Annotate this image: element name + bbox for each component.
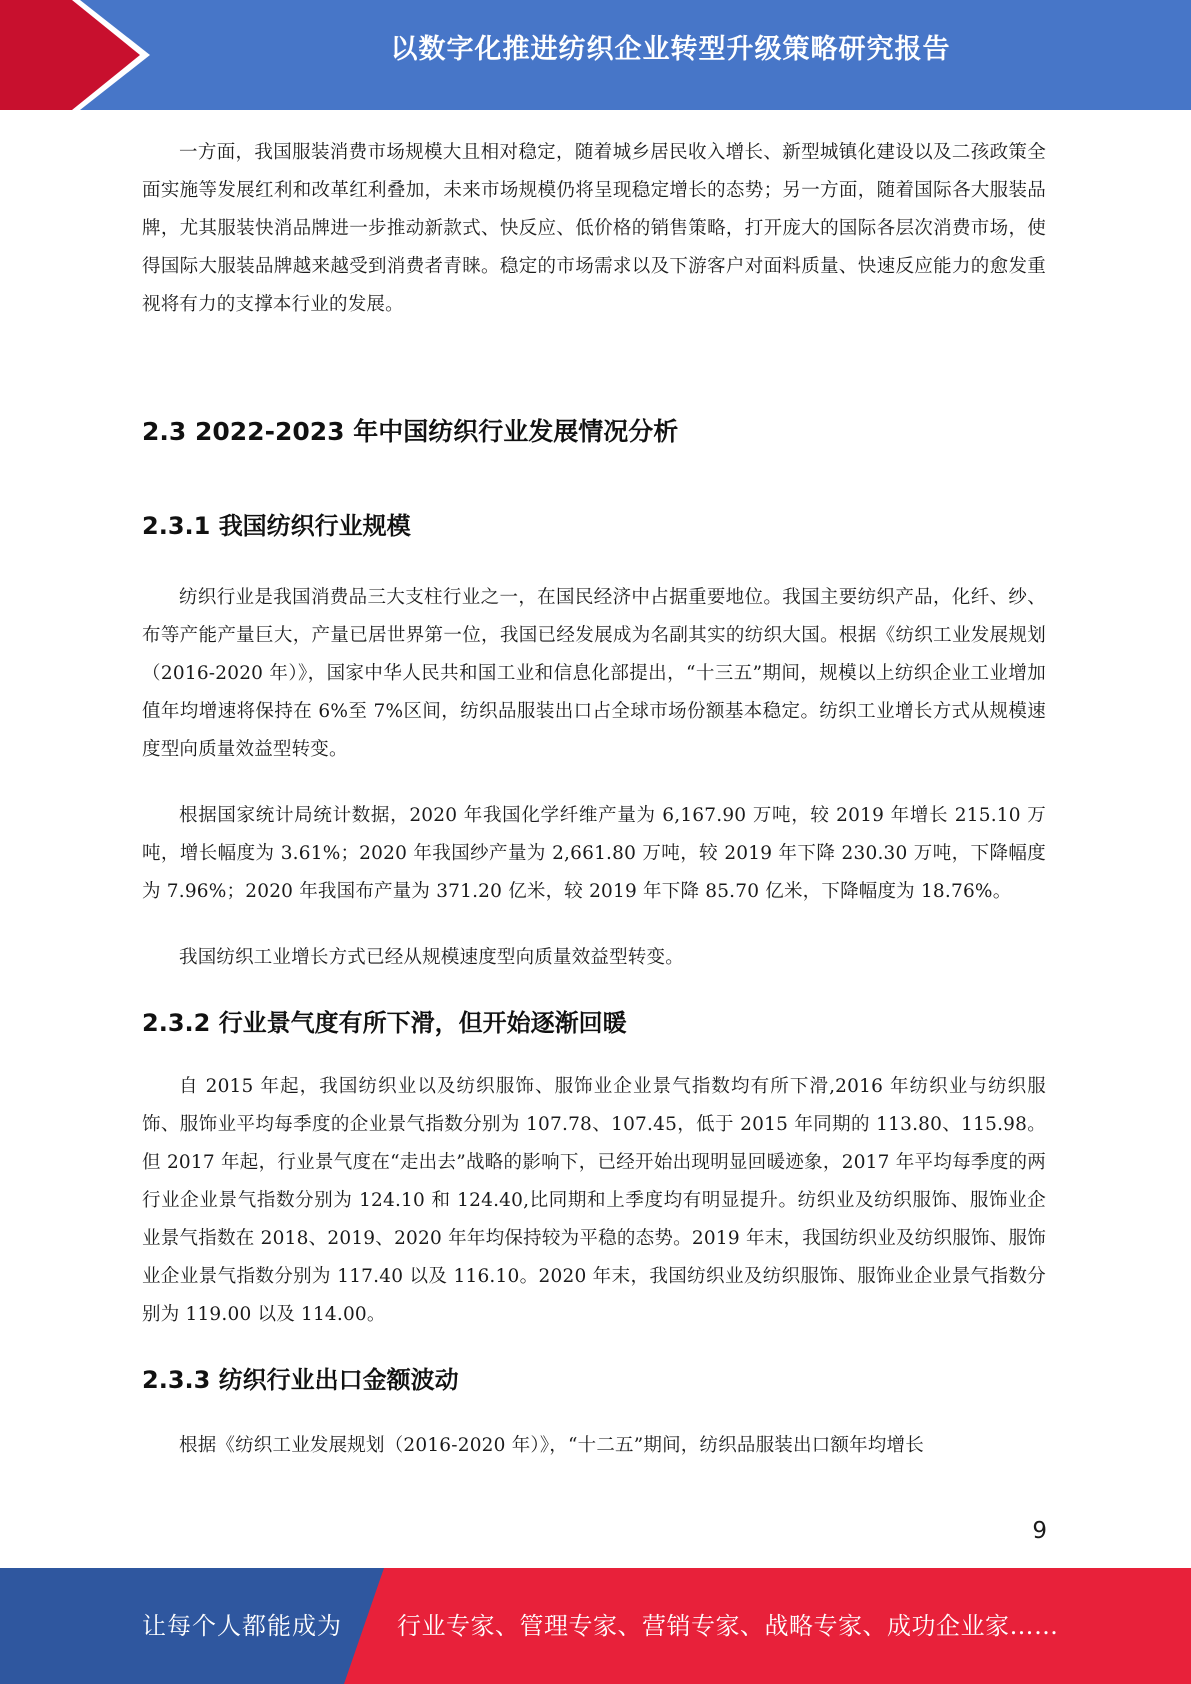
section-2-3-1-heading: 2.3.1 我国纺织行业规模 — [142, 512, 411, 540]
intro-paragraph: 一方面，我国服装消费市场规模大且相对稳定，随着城乡居民收入增长、新型城镇化建设以及二孩政策全面实施等发展红利和改革红利叠加，未来市场规模仍将呈现稳定增长的态势；另一方面，随着国际各大服装品牌，尤其服装快消品牌进一步推动新款式、快反应、低价格的销售策略，打开庞大的国际各层次消费市场，使得国际大服装品牌越来越受到消费者青睐。稳定的市场需求以及下游客户对面料质量、快速反应能力的愈发重视将有力的支撑本行业的发展。 — [142, 142, 1046, 315]
section-2-3-2-paragraph: 自 2015 年起，我国纺织业以及纺织服饰、服饰业企业景气指数均有所下滑,2016 年纺织业与纺织服饰、服饰业平均每季度的企业景气指数分别为 107.78、107.45，低于 2015 年同期的 113.80、115.98。但 2017 年起，行业景气度在“走出去”战略的影响下，已经开始出现明显回暖迹象，2017 年平均每季度的两行业企业景气指数分别为 124.10 和 124.40,比同期和上季度均有明显提升。纺织业及纺织服饰、服饰业企业景气指数在 2018、2019、2020 年年均保持较为平稳的态势。2019 年末，我国纺织业及纺织服饰、服饰业企业景气指数分别为 117.40 以及 116.10。2020 年末，我国纺织业及纺织服饰、服饰业企业景气指数分别为 119.00 以及 114.00。 — [142, 1076, 1046, 1325]
footer-slogan-right: 行业专家、管理专家、营销专家、战略专家、成功企业家…… — [397, 1612, 1059, 1640]
footer-slogan-left: 让每个人都能成为 — [142, 1612, 342, 1640]
page-header — [0, 0, 1191, 110]
page-footer — [0, 1568, 1191, 1684]
section-2-3-3-paragraph: 根据《纺织工业发展规划（2016-2020 年）》，“十二五”期间，纺织品服装出口额年均增长 — [179, 1435, 924, 1456]
header-red-chevron — [0, 0, 140, 110]
section-2-3-1-paragraph-3: 我国纺织工业增长方式已经从规模速度型向质量效益型转变。 — [179, 947, 684, 968]
report-title: 以数字化推进纺织企业转型升级策略研究报告 — [390, 34, 951, 65]
page-number: 9 — [1032, 1518, 1047, 1544]
section-2-3-3-heading: 2.3.3 纺织行业出口金额波动 — [142, 1366, 459, 1394]
section-2-3-1-paragraph-2: 根据国家统计局统计数据，2020 年我国化学纤维产量为 6,167.90 万吨，较 2019 年增长 215.10 万吨，增长幅度为 3.61%；2020 年我国纱产量为 2,661.80 万吨，较 2019 年下降 230.30 万吨，下降幅度为 7.96%；2020 年我国布产量为 371.20 亿米，较 2019 年下降 85.70 亿米，下降幅度为 18.76%。 — [142, 805, 1046, 902]
section-2-3-2-heading: 2.3.2 行业景气度有所下滑，但开始逐渐回暖 — [142, 1009, 627, 1037]
page-content — [142, 134, 1046, 1465]
section-2-3-heading: 2.3 2022-2023 年中国纺织行业发展情况分析 — [142, 417, 679, 446]
section-2-3-1-paragraph-1: 纺织行业是我国消费品三大支柱行业之一，在国民经济中占据重要地位。我国主要纺织产品，化纤、纱、布等产能产量巨大，产量已居世界第一位，我国已经发展成为名副其实的纺织大国。根据《纺织工业发展规划（2016-2020 年）》，国家中华人民共和国工业和信息化部提出，“十三五”期间，规模以上纺织企业工业增加值年均增速将保持在 6%至 7%区间，纺织品服装出口占全球市场份额基本稳定。纺织工业增长方式从规模速度型向质量效益型转变。 — [142, 587, 1046, 760]
